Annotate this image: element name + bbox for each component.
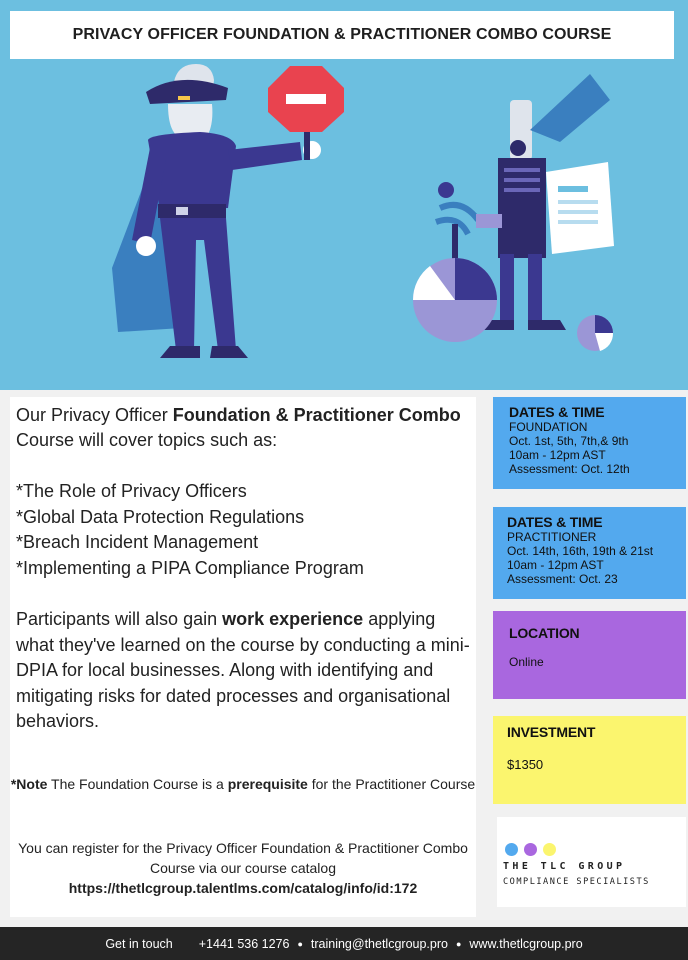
investment-heading: INVESTMENT <box>507 724 596 740</box>
hero-banner <box>0 0 688 390</box>
signal-icon <box>438 182 454 198</box>
footer-email[interactable]: training@thetlcgroup.pro <box>310 936 448 951</box>
course-description-card <box>10 397 476 917</box>
investment-box <box>493 716 686 804</box>
logo-dot-yellow <box>543 843 556 856</box>
officer-legs <box>160 218 236 350</box>
course-time: 10am - 12pm AST <box>509 448 606 462</box>
participants-suffix: applying what they've learned on the course by conducting a mini-DPIA for local businesses. Along with identifying and mitigating risks for dated processes and organisational behaviors. <box>16 609 470 731</box>
footer-phone[interactable]: +1441 536 1276 <box>198 936 290 951</box>
course-assessment: Assessment: Oct. 12th <box>509 462 630 476</box>
dates-heading: DATES & TIME <box>509 404 605 420</box>
register-link[interactable]: https://thetlcgroup.talentlms.com/catalog/info/id:172 <box>68 880 418 896</box>
topic-list <box>16 479 364 581</box>
list-item: *Implementing a PIPA Compliance Program <box>16 557 364 578</box>
note-suffix: for the Practitioner Course <box>307 776 476 792</box>
footer-website[interactable]: www.thetlcgroup.pro <box>469 936 583 951</box>
course-time: 10am - 12pm AST <box>507 558 604 572</box>
participants-bold: work experience <box>222 609 364 629</box>
note-prerequisite: prerequisite <box>227 776 308 792</box>
note-text: The Foundation Course is a <box>47 776 228 792</box>
location-box <box>493 611 686 699</box>
list-item: *Global Data Protection Regulations <box>16 506 305 527</box>
course-name: FOUNDATION <box>509 420 588 434</box>
intro-paragraph <box>16 403 471 453</box>
robot-arm-cannon <box>530 74 610 142</box>
participants-paragraph <box>16 607 471 735</box>
intro-bold: Foundation & Practitioner Combo <box>172 405 461 425</box>
footer-bar <box>0 927 688 960</box>
page-title: PRIVACY OFFICER FOUNDATION & PRACTITIONER COMBO COURSE <box>72 26 612 43</box>
footer-label: Get in touch <box>105 936 173 951</box>
title-box <box>10 11 674 59</box>
list-item: *Breach Incident Management <box>16 532 259 552</box>
participants-prefix: Participants will also gain <box>16 609 223 629</box>
intro-prefix: Our Privacy Officer <box>16 405 173 425</box>
register-text: You can register for the Privacy Officer Foundation & Practitioner Combo Course via our course catalog <box>18 840 468 876</box>
course-name: PRACTITIONER <box>507 530 597 544</box>
list-item: *The Role of Privacy Officers <box>16 481 247 501</box>
course-dates: Oct. 1st, 5th, 7th,& 9th <box>509 434 629 448</box>
bullet-icon: ● <box>455 938 462 949</box>
prerequisite-note <box>10 774 476 794</box>
intro-suffix: Course will cover topics such as: <box>16 430 278 450</box>
course-dates: Oct. 14th, 16th, 19th & 21st <box>507 544 654 558</box>
dates-heading: DATES & TIME <box>507 514 603 530</box>
robot-body <box>498 158 546 258</box>
logo-dots-icon <box>505 843 556 856</box>
dates-practitioner-box <box>493 507 686 599</box>
logo-dot-purple <box>524 843 537 856</box>
logo-tagline: COMPLIANCE SPECIALISTS <box>503 877 650 887</box>
location-heading: LOCATION <box>509 625 580 641</box>
course-assessment: Assessment: Oct. 23 <box>507 572 618 586</box>
note-label: *Note <box>10 776 48 792</box>
logo-dot-blue <box>505 843 518 856</box>
investment-value: $1350 <box>507 757 544 772</box>
bullet-icon: ● <box>297 938 303 949</box>
dates-foundation-box <box>493 397 686 489</box>
company-logo <box>497 817 686 907</box>
logo-name: THE TLC GROUP <box>503 861 626 872</box>
register-paragraph <box>10 838 476 898</box>
document-icon <box>546 162 614 254</box>
location-value: Online <box>509 655 544 669</box>
police-hat <box>146 80 228 104</box>
